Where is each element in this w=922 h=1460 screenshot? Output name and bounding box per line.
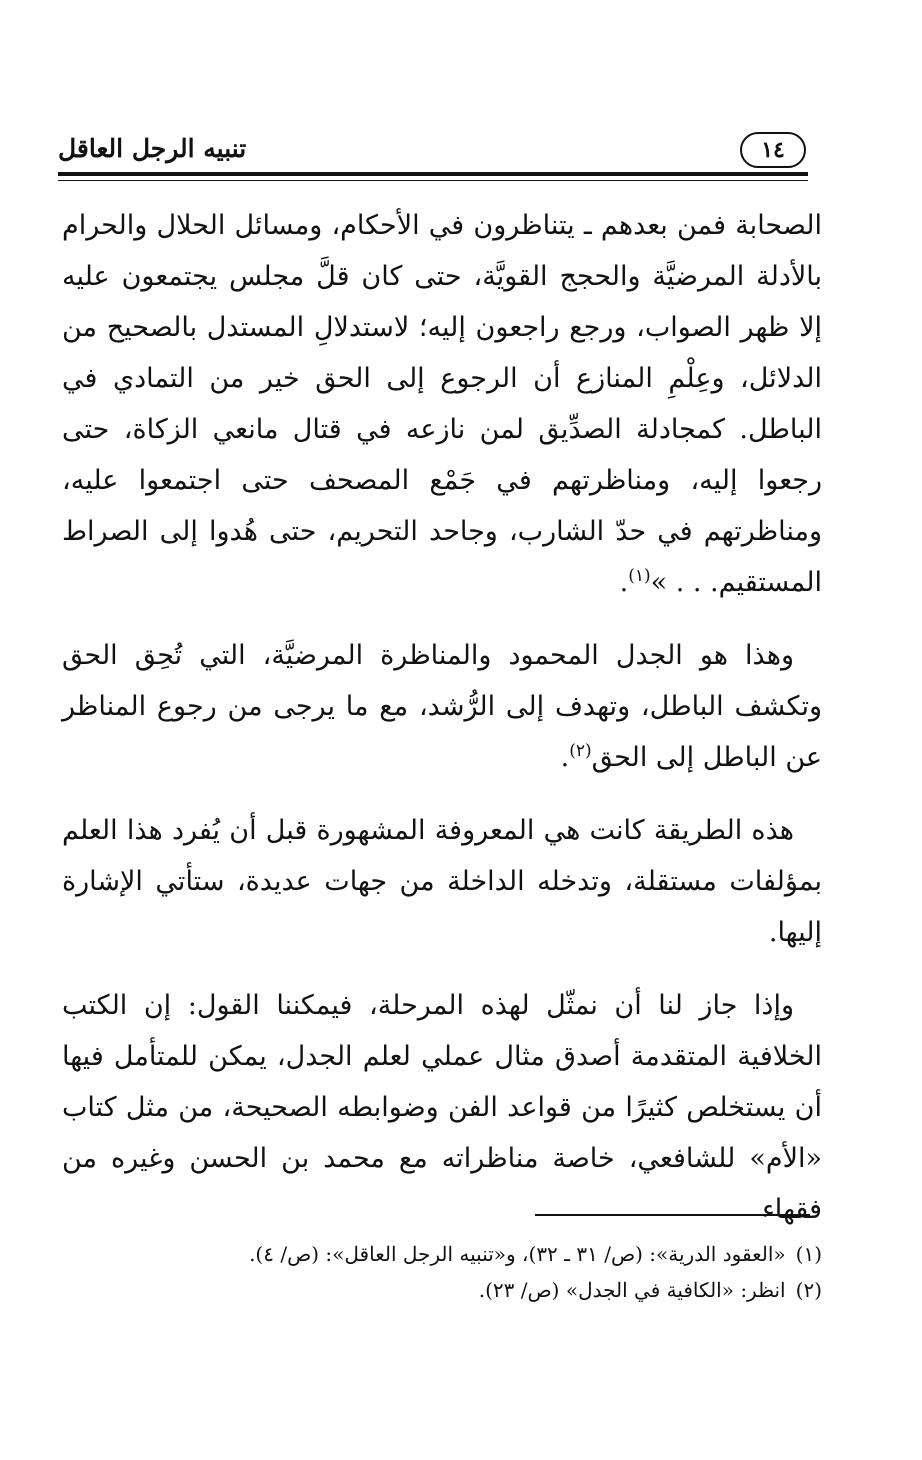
body-text xyxy=(62,200,822,1257)
header-rule xyxy=(58,172,808,176)
footnote-1-text: «العقود الدرية»: (ص/ ٣١ ـ ٣٢)، و«تنبيه الرجل العاقل»: (ص/ ٤). xyxy=(249,1242,786,1266)
header-rule-thin xyxy=(58,180,808,181)
footnote-1-number: (١) xyxy=(795,1242,822,1266)
footnotes xyxy=(62,1236,822,1308)
footnote-2 xyxy=(62,1272,822,1308)
paragraph-3-text: هذه الطريقة كانت هي المعروفة المشهورة قبل أن يُفرد هذا العلم بمؤلفات مستقلة، وتدخله الداخلة من جهات عديدة، ستأتي الإشارة إليها. xyxy=(62,815,822,948)
footnote-1 xyxy=(62,1236,822,1272)
paragraph-2-end: . xyxy=(560,742,570,773)
footnote-ref-2: (٢) xyxy=(569,741,592,761)
paragraph-2-text: وهذا هو الجدل المحمود والمناظرة المرضيَّة، التي تُحِق الحق وتكشف الباطل، وتهدف إلى الرُّشد، مع ما يرجى من رجوع المناظر عن الباطل إلى الحق xyxy=(62,640,822,773)
paragraph-1 xyxy=(62,200,822,608)
footnote-2-number: (٢) xyxy=(795,1278,822,1302)
page-number: ١٤ xyxy=(740,132,806,168)
footnote-ref-1: (١) xyxy=(628,566,651,586)
paragraph-1-end: . xyxy=(619,567,629,598)
paragraph-1-text: الصحابة فمن بعدهم ـ يتناظرون في الأحكام، ومسائل الحلال والحرام بالأدلة المرضيَّة والحجج القويَّة، حتى كان قلَّ مجلس يجتمعون عليه إلا ظهر الصواب، ورجع راجعون إليه؛ لاستدلالِ المستدل بالصحيح من الدلائل، وعِلْمِ المنازع أن الرجوع إلى الحق خير من التمادي في الباطل. كمجادلة الصدِّيق لمن نازعه في قتال مانعي الزكاة، حتى رجعوا إليه، ومناظرتهم في جَمْع المصحف حتى اجتمعوا عليه، ومناظرتهم في حدّ الشارب، وجاحد التحريم، حتى هُدوا إلى الصراط المستقيم. . . » xyxy=(62,210,822,598)
paragraph-4 xyxy=(62,980,822,1235)
page-header xyxy=(58,128,806,178)
footnote-separator xyxy=(535,1214,810,1216)
footnote-2-text: انظر: «الكافية في الجدل» (ص/ ٢٣). xyxy=(478,1278,786,1302)
running-title: تنبيه الرجل العاقل xyxy=(58,134,247,163)
paragraph-4-text: وإذا جاز لنا أن نمثّل لهذه المرحلة، فيمكننا القول: إن الكتب الخلافية المتقدمة أصدق مثال عملي لعلم الجدل، يمكن للمتأمل فيها أن يستخلص كثيرًا من قواعد الفن وضوابطه الصحيحة، من مثل كتاب «الأم» للشافعي، خاصة مناظراته مع محمد بن الحسن وغيره من فقهاء xyxy=(62,990,822,1225)
paragraph-2 xyxy=(62,630,822,783)
paragraph-3 xyxy=(62,805,822,958)
